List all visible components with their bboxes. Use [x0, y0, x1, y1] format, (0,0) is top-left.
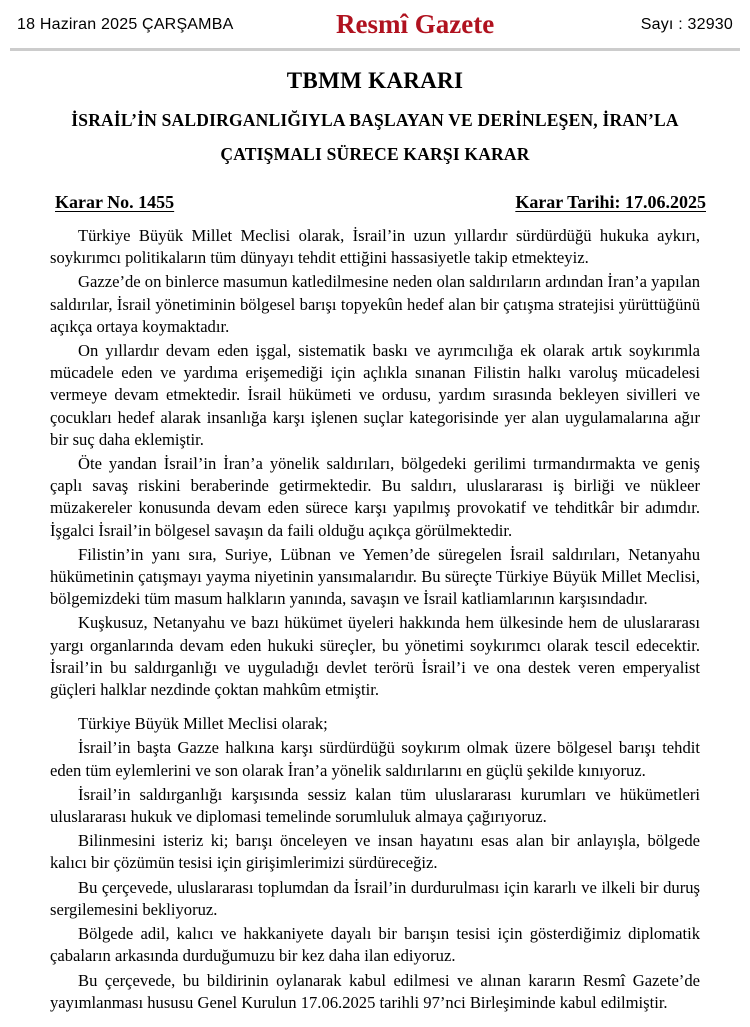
masthead	[0, 0, 750, 42]
paragraph: Filistin’in yanı sıra, Suriye, Lübnan ve Yemen’de süregelen İsrail saldırıları, Netanyahu hükümetinin çatışmayı yayma niyetinin yansımalarıdır. Bu süreçte Türkiye Büyük Millet Meclisi, bölgemizdeki tüm masum halkların yanında, savaşın ve İsrail katliamlarının karşısındadır.	[50, 544, 700, 609]
decision-body	[50, 225, 700, 1014]
decision-subtitle-line2: ÇATIŞMALI SÜRECE KARŞI KARAR	[220, 144, 530, 164]
masthead-divider	[10, 48, 740, 51]
decision-meta	[55, 192, 706, 213]
decision-subtitle-line1: İSRAİL’İN SALDIRGANLIĞIYLA BAŞLAYAN VE DERİNLEŞEN, İRAN’LA	[71, 110, 679, 130]
paragraph: On yıllardır devam eden işgal, sistematik baskı ve ayrımcılığa ek olarak artık soykırımla mücadele eden ve yardıma erişemediği için açlıkla sınanan Filistin halkı varoluş mücadelesi vermeye devam etmektedir. İsrail hükümeti ve ordusu, yardım sırasında bekleyen sivilleri ve çocukları hedef alarak insanlığa karşı işlenen suçlar kategorisinde yer alan uygulamalarına ağır bir suç daha eklemiştir.	[50, 341, 700, 449]
paragraph: Bu çerçevede, bu bildirinin oylanarak kabul edilmesi ve alınan kararın Resmî Gazete’de yayımlanması hususu Genel Kurulun 17.06.2025 tarihli 97’nci Birleşiminde kabul edilmiştir.	[50, 970, 700, 1012]
paragraph: İsrail’in başta Gazze halkına karşı sürdürdüğü soykırım olmak üzere bölgesel barışı tehdit eden tüm eylemlerini ve son olarak İran’a yönelik saldırılarını en güçlü şekilde kınıyoruz.	[50, 738, 700, 780]
gazette-title: Resmî Gazete	[336, 9, 495, 39]
paragraph: Türkiye Büyük Millet Meclisi olarak;	[78, 714, 328, 734]
paragraph: Bölgede adil, kalıcı ve hakkaniyete dayalı bir barışın tesisi için gösterdiğimiz diplomatik çabaların arkasında durduğumuzu bir kez daha ilan ediyoruz.	[50, 924, 700, 966]
paragraph: Türkiye Büyük Millet Meclisi olarak, İsrail’in uzun yıllardır sürdürdüğü hukuka aykırı, soykırımcı politikaların tüm dünyayı tehdit ettiğini hassasiyetle takip etmekteyiz.	[50, 226, 700, 268]
decision-date: Karar Tarihi: 17.06.2025	[515, 192, 706, 212]
paragraph: İsrail’in saldırganlığı karşısında sessiz kalan tüm uluslararası kurumları ve hükümetleri uluslararası hukuk ve diplomasi temelinde sorumluluk almaya çağırıyoruz.	[50, 784, 700, 827]
paragraph: Gazze’de on binlerce masumun katledilmesine neden olan saldırıların ardından İran’a yapılan saldırılar, İsrail yönetiminin bölgesel barışı topyekûn hedef alan bir çatışma stratejisi yürüttüğünü açıkça ortaya koymaktadır.	[50, 272, 701, 336]
decision-heading: TBMM KARARI	[286, 68, 464, 93]
issue-number: Sayı : 32930	[640, 15, 733, 33]
decision-number: Karar No. 1455	[55, 192, 175, 212]
publication-date: 18 Haziran 2025 ÇARŞAMBA	[17, 15, 234, 33]
paragraph: Bu çerçevede, uluslararası toplumdan da İsrail’in durdurulması için kararlı ve ilkeli bir duruş sergilemesini bekliyoruz.	[50, 877, 700, 919]
paragraph: Öte yandan İsrail’in İran’a yönelik saldırıları, bölgedeki gerilimi tırmandırmakta ve geniş çaplı savaş riskini beraberinde getirmektedir. Bu saldırı, uluslararası iş birliği ve nükleer müzakereler konusunda devam eden sürece karşı yapılmış provokatif ve tehditkâr bir adımdır. İşgalci İsrail’in bölgesel savaşın da faili olduğu açıkça görülmektedir.	[50, 454, 700, 540]
decision-subtitle	[0, 103, 750, 171]
paragraph: Kuşkusuz, Netanyahu ve bazı hükümet üyeleri hakkında hem ülkesinde hem de uluslararası yargı organlarında devam eden hukuki süreçler, bu yönetimi soykırımcı olarak tescil edecektir. İsrail’in bu saldırganlığı ve uyguladığı devlet terörü İsrail’i ve ona destek veren emperyalist güçleri halklar nezdinde çoktan mahkûm etmiştir.	[50, 613, 700, 700]
paragraph: Bilinmesini isteriz ki; barışı önceleyen ve insan hayatını esas alan bir anlayışla, bölgede kalıcı bir çözümün tesisi için girişimlerimizi sürdüreceğiz.	[50, 831, 700, 873]
